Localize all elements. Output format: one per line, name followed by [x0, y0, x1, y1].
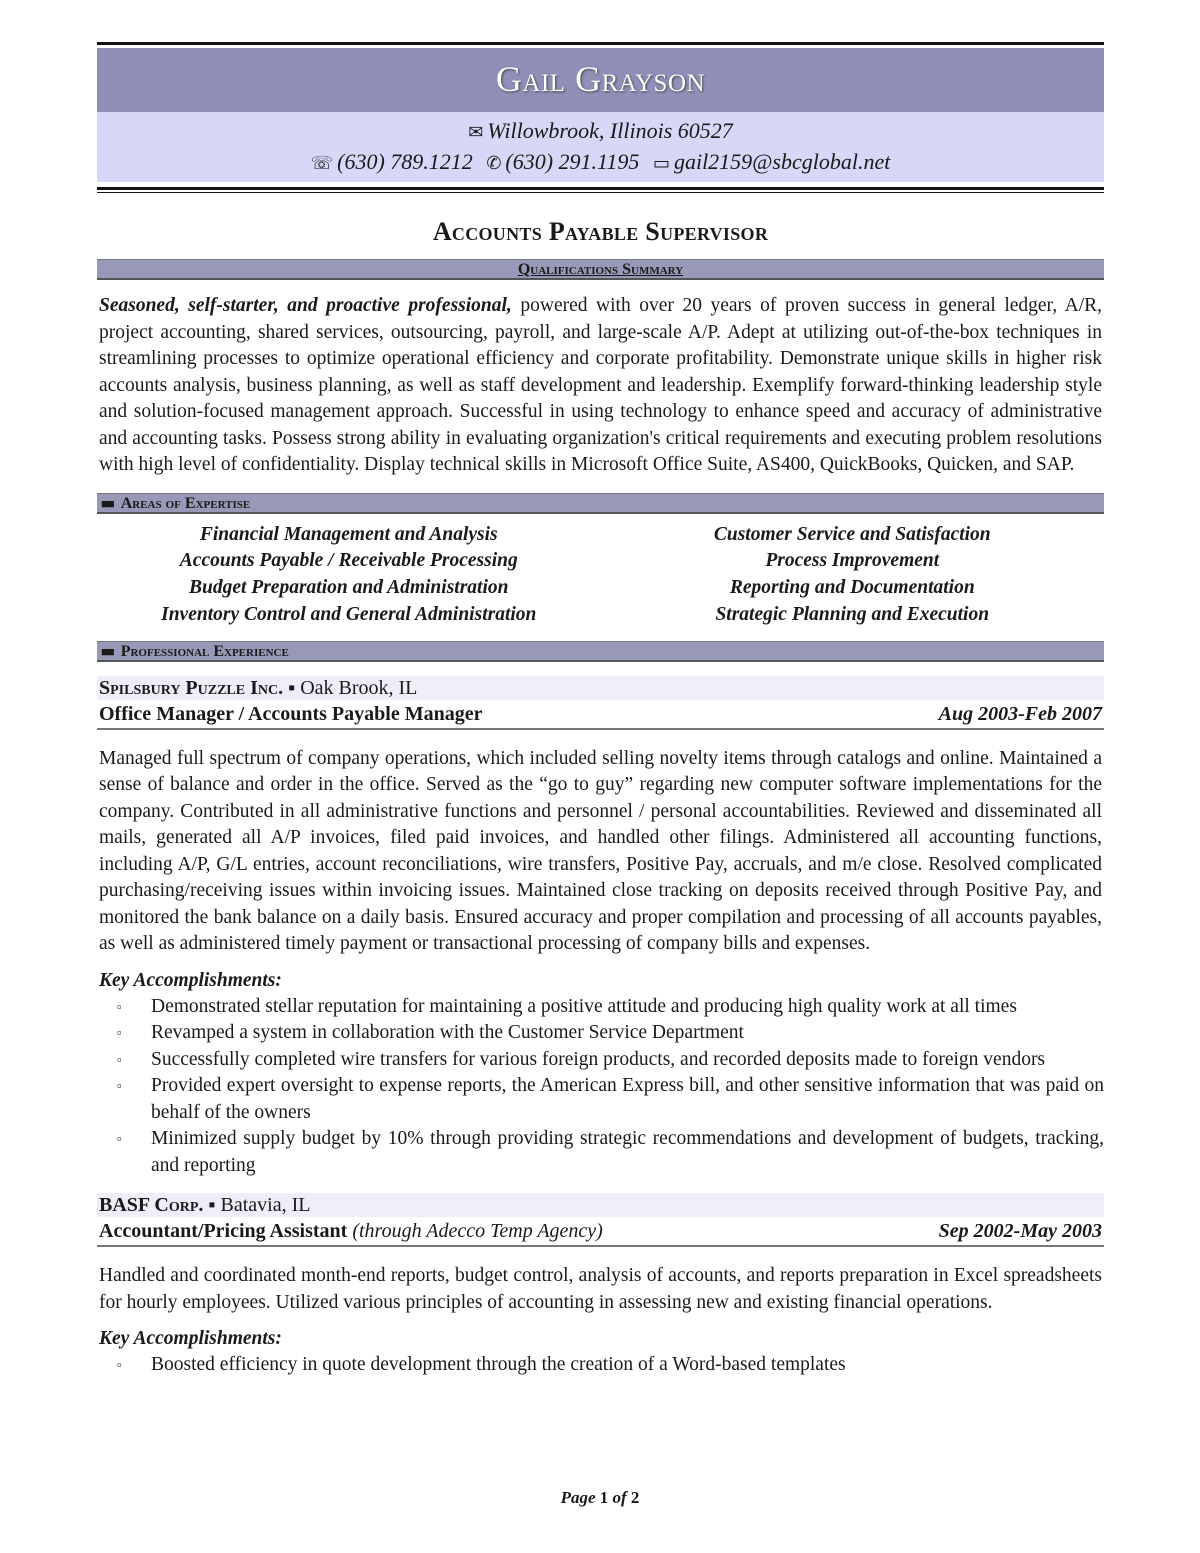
- address-line: [97, 118, 1104, 144]
- accomplishment-text: Provided expert oversight to expense reports, the American Express bill, and other sensitive information that was paid on behalf of the owners: [151, 1075, 1104, 1123]
- job-role: Accountant/Pricing Assistant: [99, 1220, 348, 1243]
- expertise-item: Process Improvement: [765, 550, 940, 572]
- expertise-heading-text: Areas of Expertise: [120, 494, 251, 512]
- job-dates: Aug 2003-Feb 2007: [938, 702, 1102, 725]
- page-number: [0, 1488, 1200, 1508]
- job-role-row: [97, 1217, 1104, 1247]
- bullet-icon: ▫: [117, 1051, 122, 1067]
- list-item: [97, 994, 1104, 1021]
- mailbox-icon: ✉: [468, 122, 484, 142]
- accomplishment-text: Revamped a system in collaboration with the Customer Service Department: [151, 1022, 744, 1044]
- telephone-icon: ☏: [310, 153, 334, 173]
- bullet-icon: ▫: [117, 1357, 122, 1373]
- role-wrapper: [99, 1217, 603, 1245]
- job-role: Office Manager / Accounts Payable Manager: [99, 702, 483, 725]
- page-current: 1: [599, 1488, 609, 1507]
- summary-paragraph: [99, 293, 1102, 479]
- resume-page: [97, 42, 1104, 1379]
- accomplishment-text: Successfully completed wire transfers for various foreign products, and recorded deposits made to foreign vendors: [151, 1048, 1046, 1070]
- summary-heading: [97, 259, 1104, 280]
- list-item: [97, 1020, 1104, 1047]
- expertise-grid: [97, 522, 1104, 629]
- key-accomplishments-title: Key Accomplishments:: [99, 969, 282, 991]
- company-location: ▪ Batavia, IL: [203, 1194, 311, 1217]
- company-name: Spilsbury Puzzle Inc.: [99, 676, 284, 699]
- accomplishment-text: Minimized supply budget by 10% through providing strategic recommendations and development of budgets, tracking, and reporting: [151, 1128, 1104, 1176]
- company-name: BASF Corp.: [99, 1194, 204, 1217]
- summary-heading-text: Qualifications Summary: [517, 261, 684, 278]
- experience-heading-text: Professional Experience: [120, 642, 289, 660]
- accomplishment-text: Demonstrated stellar reputation for maintaining a positive attitude and producing high quality work at all times: [151, 995, 1017, 1017]
- bullet-icon: ▫: [117, 998, 122, 1014]
- expertise-item: Strategic Planning and Execution: [715, 603, 990, 625]
- accomplishments-list: [97, 994, 1104, 1180]
- square-bullet-icon: ■■: [101, 495, 113, 511]
- expertise-item: Inventory Control and General Administration: [161, 603, 537, 625]
- job-description: Handled and coordinated month-end reports, budget control, analysis of accounts, and reports preparation in Excel spreadsheets for hourly employees. Utilized various principles of accounting in assessing new and existing financial operations.: [99, 1265, 1102, 1313]
- accomplishment-text: Boosted efficiency in quote development through the creation of a Word-based templates: [151, 1354, 846, 1376]
- expertise-item: Financial Management and Analysis: [199, 523, 498, 545]
- job-company-row: [97, 1193, 1104, 1217]
- contact-band: [97, 112, 1104, 182]
- mobile-phone-icon: ✆: [486, 153, 502, 173]
- bullet-icon: ▫: [117, 1078, 122, 1094]
- bullet-icon: ▫: [117, 1131, 122, 1147]
- expertise-item: Customer Service and Satisfaction: [713, 523, 991, 545]
- expertise-item: Reporting and Documentation: [729, 577, 975, 599]
- role-wrapper: [99, 700, 482, 728]
- square-bullet-icon: ■■: [101, 643, 113, 659]
- key-accomplishments-title: Key Accomplishments:: [99, 1328, 282, 1350]
- list-item: [97, 1047, 1104, 1074]
- company-location: ▪ Oak Brook, IL: [283, 676, 418, 699]
- candidate-name: Gail Grayson: [495, 59, 706, 99]
- header-bottom-thin-rule: [97, 192, 1104, 193]
- job-role-row: [97, 700, 1104, 730]
- bullet-icon: ▫: [117, 1025, 122, 1041]
- job-description: Managed full spectrum of company operations, which included selling novelty items through catalogs and online. Maintained a sense of balance and order in the office. Served as the “go to guy” regarding new computer software implementations for the company. Contributed in all administrative functions and personnel / personal accountabilities. Reviewed and disseminated all mails, generated all A/P invoices, filed paid invoices, and handled other filings. Administered all accounting functions, including A/P, G/L entries, account reconciliations, wire transfers, Positive Pay, accruals, and m/e close. Resolved complicated purchasing/receiving issues within invoicing issues. Maintained close tracking on deposits received through Positive Pay, and monitored the bank balance on a daily basis. Ensured accuracy and proper compilation and processing of all accounts payables, as well as administered timely payment or transactional processing of company bills and expenses.: [99, 747, 1102, 955]
- page-label: Page: [560, 1488, 596, 1507]
- expertise-item: Accounts Payable / Receivable Processing: [179, 550, 518, 572]
- expertise-heading: [97, 493, 1104, 514]
- experience-heading: [97, 641, 1104, 662]
- list-item: [97, 1073, 1104, 1126]
- job-dates: Sep 2002-May 2003: [938, 1220, 1102, 1243]
- phone: (630) 789.1212: [337, 149, 473, 174]
- summary-body: powered with over 20 years of proven success in general ledger, A/R, project accounting, shared services, outsourcing, payroll, and large-scale A/P. Adept at utilizing out-of-the-box techniques in streamlining processes to optimize operational efficiency and corporate profitability. Demonstrate unique skills in higher risk accounts analysis, business planning, as well as staff development and leadership. Exemplify forward-thinking leadership style and solution-focused management approach. Successful in using technology to enhance speed and accuracy of administrative and accounting tasks. Possess strong ability in evaluating organization's critical requirements and executing problem resolutions with high level of confidentiality. Display technical skills in Microsoft Office Suite, AS400, QuickBooks, Quicken, and SAP.: [99, 295, 1102, 475]
- job-company-row: [97, 676, 1104, 700]
- computer-icon: ▭: [652, 153, 670, 173]
- header-bottom-rule: [97, 187, 1104, 190]
- list-item: [97, 1352, 1104, 1379]
- page-total: 2: [630, 1488, 640, 1507]
- list-item: [97, 1126, 1104, 1179]
- accomplishments-list: [97, 1352, 1104, 1379]
- expertise-item: Budget Preparation and Administration: [189, 577, 509, 599]
- name-band: [97, 48, 1104, 112]
- expertise-right-column: [601, 522, 1105, 629]
- job-note: (through Adecco Temp Agency): [347, 1220, 603, 1243]
- expertise-left-column: [97, 522, 601, 629]
- phone-line: [97, 149, 1104, 175]
- summary-lead: Seasoned, self-starter, and proactive professional,: [99, 295, 512, 316]
- mobile: (630) 291.1195: [505, 149, 640, 174]
- target-job-title: Accounts Payable Supervisor: [432, 217, 769, 246]
- page-of: of: [612, 1488, 627, 1507]
- address: Willowbrook, Illinois 60527: [487, 118, 733, 143]
- header-top-rule: [97, 42, 1104, 45]
- email: gail2159@sbcglobal.net: [673, 149, 891, 174]
